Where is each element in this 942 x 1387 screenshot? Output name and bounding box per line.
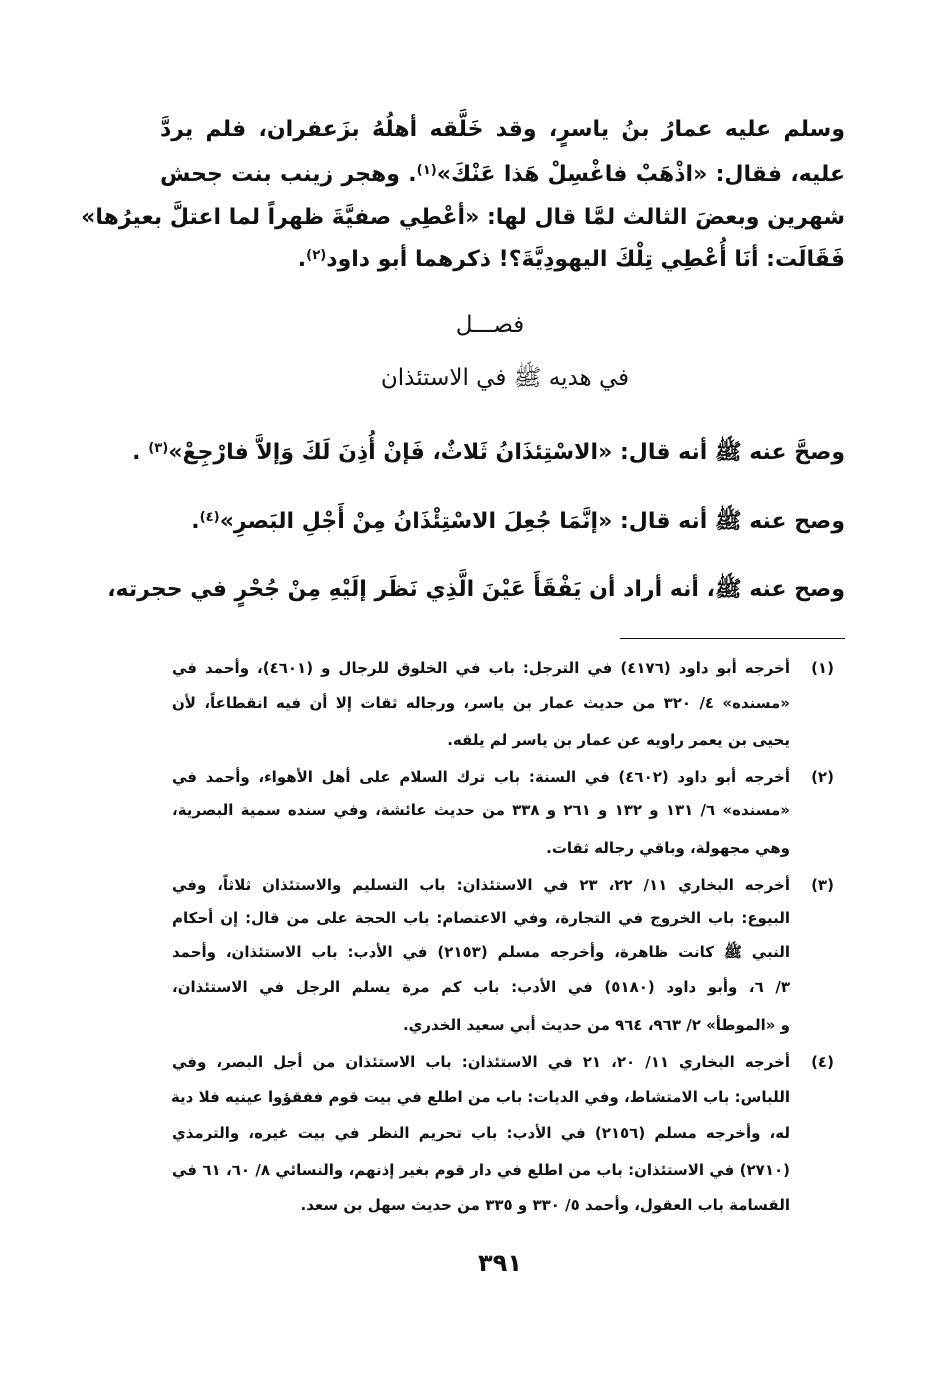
paragraph-text: . [191,509,200,534]
main-text-line-4 [160,240,845,280]
footnote-line: اللباس: باب الامتشاط، وفي الديات: باب من اطلع في بيت قوم ففقؤوا عينيه فلا دية [170,1088,790,1106]
footnote-line: و «الموطأ» ٢/ ٩٦٣، ٩٦٤ من حديث أبي سعيد الخدري. [402,1016,790,1034]
main-text-line-1: وسلم عليه عمارُ بنُ ياسرٍ، وقد خَلَّقه أهلُهُ بزَعفران، فلم يردَّ [160,117,845,142]
paragraph-3: وصح عنه ﷺ، أنه أراد أن يَفْقَأَ عَيْنَ الَّذِي نَظَر إلَيْهِ مِنْ جُحْرٍ في حجرته، [107,577,845,602]
section-title: فصـــل [455,312,525,338]
main-text-segment: عليه، فقال: «اذْهَبْ فاغْسِلْ هَذا عَنْكَ» [436,162,846,187]
footnote-line: يحيى بن يعمر راويه عن عمار بن ياسر لم يلقه. [447,731,790,749]
footnote-divider [620,638,845,639]
footnote-line: ٣/ ٦، وأبو داود (٥١٨٠) في الأدب: باب كم مرة يسلم الرجل في الاستئذان، [172,978,790,996]
footnote-reference[interactable]: (٢) [306,247,327,263]
footnote-line: النبي ﷺ كانت ظاهرة، وأخرجه مسلم (٢١٥٣) في الأدب: باب الاستئذان، وأحمد [172,943,790,961]
footnote-reference[interactable]: (٣) [148,440,169,456]
footnote-line: أخرجه أبو داود (٤٦٠٢) في السنة: باب ترك السلام على أهل الأهواء، وأحمد في [172,768,790,786]
paragraph-1 [132,433,845,473]
footnote-marker: (١) [811,659,834,677]
footnote-line: «مسنده» ٤/ ٣٢٠ من حديث عمار بن ياسر، ورجاله ثقات إلا أن فيه انقطاعاً، لأن [172,694,790,712]
footnote-line: أخرجه أبو داود (٤١٧٦) في الترجل: باب في الخلوق للرجال و (٤٦٠١)، وأحمد في [172,659,790,677]
main-text-segment: . وهجر زينب بنت جحش [160,162,417,187]
main-text-segment: فَقَالَت: أنَا أُعْطِي تِلْكَ اليهودِيَّةَ؟! ذكرهما أبو داود [326,247,845,272]
main-text-segment: . [297,247,307,272]
footnote-marker: (٢) [811,768,834,786]
footnote-line: أخرجه البخاري ١١/ ٢٢، ٢٣ في الاستئذان: باب التسليم والاستئذان ثلاثاً، وفي [172,876,790,894]
footnote-line: البيوع: باب الخروج في التجارة، وفي الاعتصام: باب الحجة على من قال: إن أحكام [172,909,790,927]
footnote-line: القسامة باب العقول، وأحمد ٥/ ٣٣٠ و ٣٣٥ من حديث سهل بن سعد. [300,1196,790,1214]
footnote-marker: (٤) [811,1053,834,1071]
footnote-reference[interactable]: (١) [416,162,437,178]
footnote-line: (٢٧١٠) في الاستئذان: باب من اطلع في دار قوم بغير إذنهم، والنسائي ٨/ ٦٠، ٦١ في [172,1161,791,1179]
main-text-line-2 [160,155,845,195]
section-subtitle: في هديه ﷺ في الاستئذان [380,365,630,391]
paragraph-text: . [132,440,149,465]
footnote-line: وهي مجهولة، وباقي رجاله ثقات. [546,839,790,857]
footnote-reference[interactable]: (٤) [199,509,220,525]
page-number: ٣٩١ [478,1249,522,1277]
paragraph-text: وصحَّ عنه ﷺ أنه قال: «الاسْتِئذَانُ ثَلاثٌ، فَإنْ أُذِنَ لَكَ وَإلاَّ فارْجِعْ» [168,440,845,465]
footnote-marker: (٣) [811,876,834,894]
footnote-line: «مسنده» ٦/ ١٣١ و ١٣٢ و ٢٦١ و ٣٣٨ من حديث عائشة، وفي سنده سمية البصرية، [172,801,791,819]
footnote-line: له، وأخرجه مسلم (٢١٥٦) في الأدب: باب تحريم النظر في بيت غيره، والترمذي [172,1124,790,1142]
footnote-line: أخرجه البخاري ١١/ ٢٠، ٢١ في الاستئذان: باب الاستئذان من أجل البصر، وفي [172,1053,791,1071]
paragraph-2 [160,502,845,542]
main-text-line-3: شهرين وبعضَ الثالث لمَّا قال لها: «أعْطِي صفيَّةَ ظهراً لما اعتلَّ بعيرُها» [81,205,845,230]
paragraph-text: وصح عنه ﷺ أنه قال: «إنَّمَا جُعِلَ الاسْتِئْذَانُ مِنْ أَجْلِ البَصرِ» [219,509,845,534]
